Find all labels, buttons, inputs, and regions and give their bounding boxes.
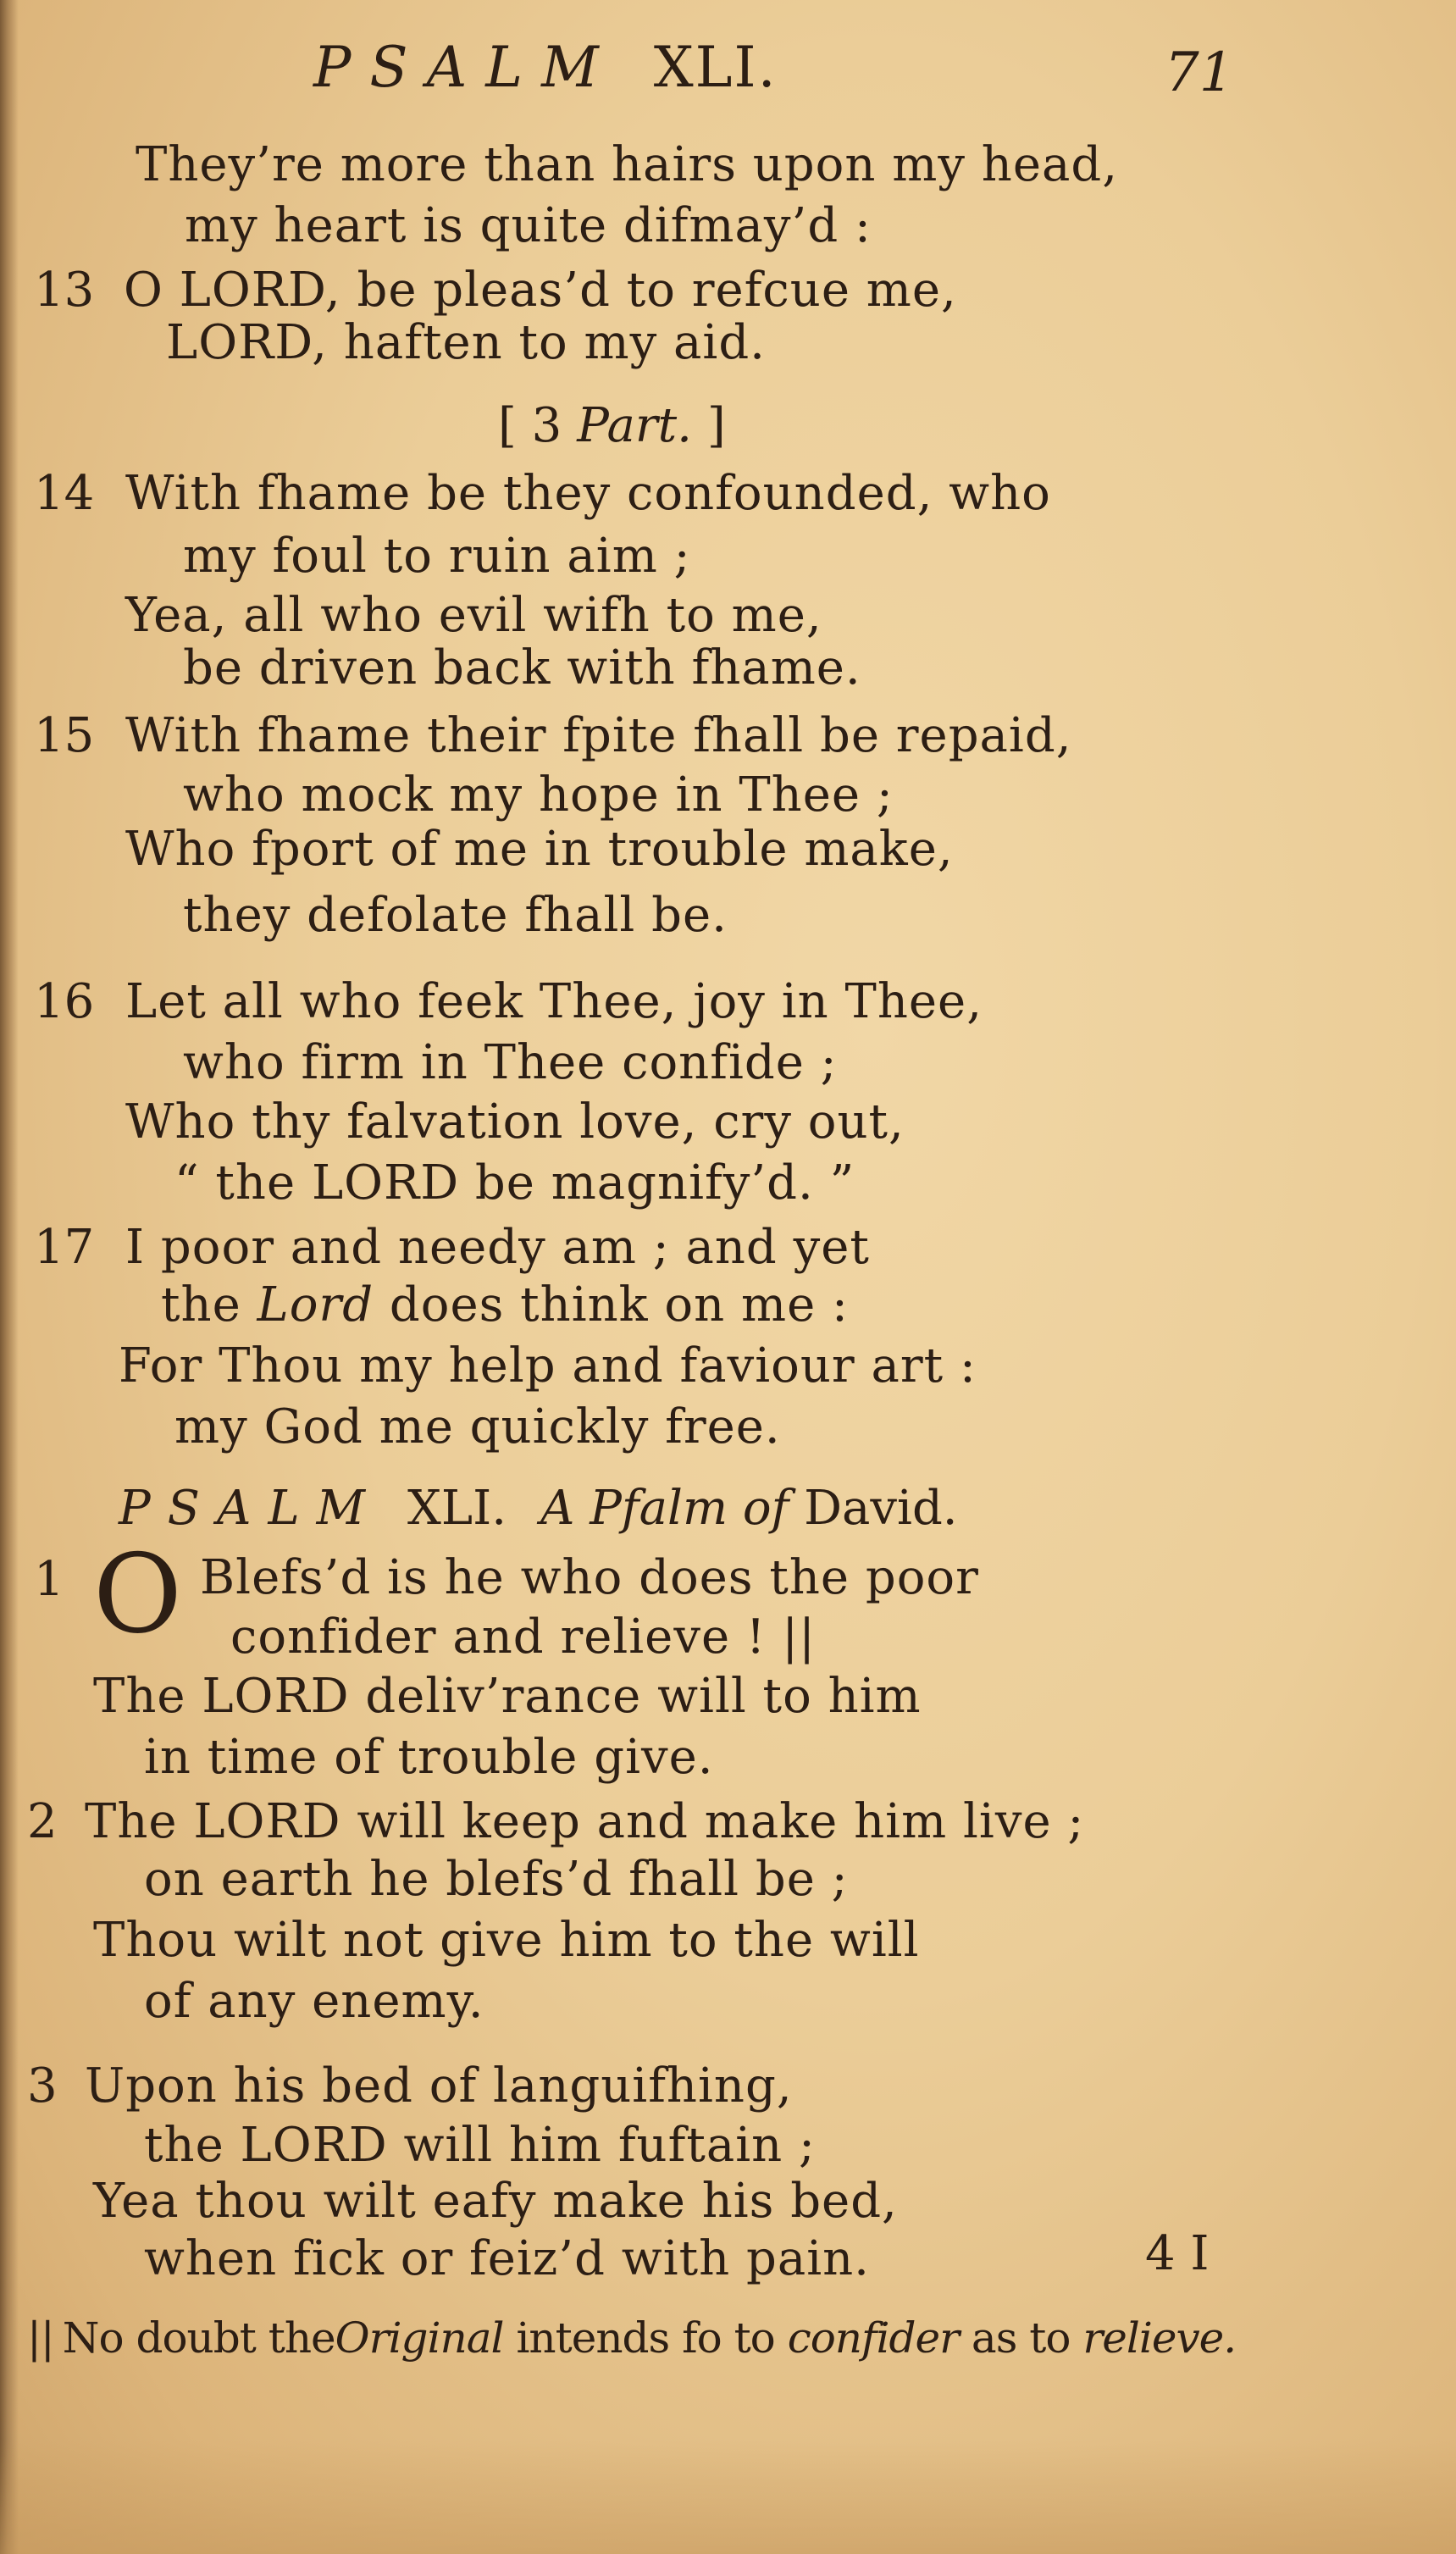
drop-cap: O [93, 1532, 182, 1658]
verse-number: 1 [34, 1552, 64, 1607]
text-line: Thou wilt not give him to the will [93, 1913, 920, 1968]
text-fragment: the [161, 1277, 241, 1332]
psalm-heading-number: XLI. [407, 1481, 507, 1536]
text-line: Who thy falvation love, cry out, [125, 1094, 905, 1150]
psalm-heading-word: PSALM [119, 1481, 383, 1536]
text-line: “ the LORD be magnify’d. ” [174, 1155, 855, 1211]
verse-number: 15 [34, 708, 95, 763]
part-close: ] [706, 398, 726, 453]
psalm-heading-author: David. [804, 1481, 958, 1536]
text-line: With fhame be they confounded, who [125, 466, 1051, 521]
text-line: I poor and needy am ; and yet [125, 1220, 870, 1275]
psalm-heading [119, 1479, 958, 1538]
text-line: my heart is quite difmay’d : [185, 198, 872, 253]
footnote-text: as to [971, 2313, 1071, 2363]
text-line: O LORD, be pleas’d to refcue me, [124, 263, 957, 318]
footnote-mark: || [27, 2313, 54, 2363]
footnote [27, 2311, 1236, 2365]
text-line: With fhame their fpite fhall be repaid, [125, 708, 1072, 763]
page-left-edge [0, 0, 19, 2554]
text-line: Upon his bed of languifhing, [85, 2058, 793, 2114]
text-line: my foul to ruin aim ; [183, 529, 691, 584]
text-line: be driven back with fhame. [183, 640, 861, 695]
text-line: The LORD will keep and make him live ; [85, 1794, 1085, 1849]
verse-number: 2 [27, 1794, 58, 1849]
verse-number: 17 [34, 1220, 95, 1275]
footnote-italic: relieve. [1082, 2313, 1237, 2363]
text-line: They’re more than hairs upon my head, [136, 137, 1119, 192]
running-title-word: PSALM [313, 35, 617, 100]
text-line-with-italic [161, 1277, 849, 1333]
footnote-italic: Original [335, 2313, 504, 2363]
text-line: The LORD deliv’rance will to him [93, 1669, 922, 1724]
catchword: 4 I [1145, 2226, 1210, 2281]
text-line: in time of trouble give. [144, 1730, 714, 1785]
running-title [313, 34, 778, 102]
psalm-heading-description: A Pfalm of [540, 1481, 789, 1536]
text-line: Let all who feek Thee, joy in Thee, [125, 974, 983, 1029]
text-line: Who fport of me in trouble make, [125, 822, 954, 877]
text-line: my God me quickly free. [174, 1399, 781, 1454]
page-number: 71 [1165, 42, 1234, 104]
verse-number: 13 [34, 263, 95, 318]
text-line: the LORD will him fuftain ; [144, 2118, 816, 2173]
text-fragment: does think on me : [389, 1277, 849, 1332]
text-line: who mock my hope in Thee ; [183, 767, 894, 823]
text-line: Yea, all who evil wifh to me, [125, 588, 822, 643]
page-bottom-stain [0, 2440, 1456, 2554]
text-line: who firm in Thee confide ; [183, 1035, 838, 1090]
part-number: [ 3 [498, 398, 562, 453]
text-line: of any enemy. [144, 1974, 484, 2029]
part-label: Part. [577, 398, 692, 453]
text-line: LORD, haften to my aid. [166, 315, 766, 370]
text-line: they defolate fhall be. [183, 888, 728, 943]
footnote-text: No doubt the [62, 2313, 335, 2363]
italic-word: Lord [257, 1277, 374, 1332]
verse-number: 16 [34, 974, 95, 1029]
text-line: Blefs’d is he who does the poor [200, 1550, 979, 1605]
text-line: when fick or feiz’d with pain. [144, 2231, 870, 2286]
text-line: on earth he blefs’d fhall be ; [144, 1852, 849, 1907]
part-marker [498, 398, 726, 454]
verse-number: 3 [27, 2058, 58, 2114]
footnote-text: intends fo to [516, 2313, 775, 2363]
text-line: confider and relieve ! || [230, 1609, 816, 1665]
running-title-number: XLI. [653, 35, 778, 100]
text-line: For Thou my help and faviour art : [119, 1338, 977, 1393]
verse-number: 14 [34, 466, 95, 521]
text-line: Yea thou wilt eafy make his bed, [93, 2174, 898, 2229]
footnote-italic: confider [787, 2313, 959, 2363]
